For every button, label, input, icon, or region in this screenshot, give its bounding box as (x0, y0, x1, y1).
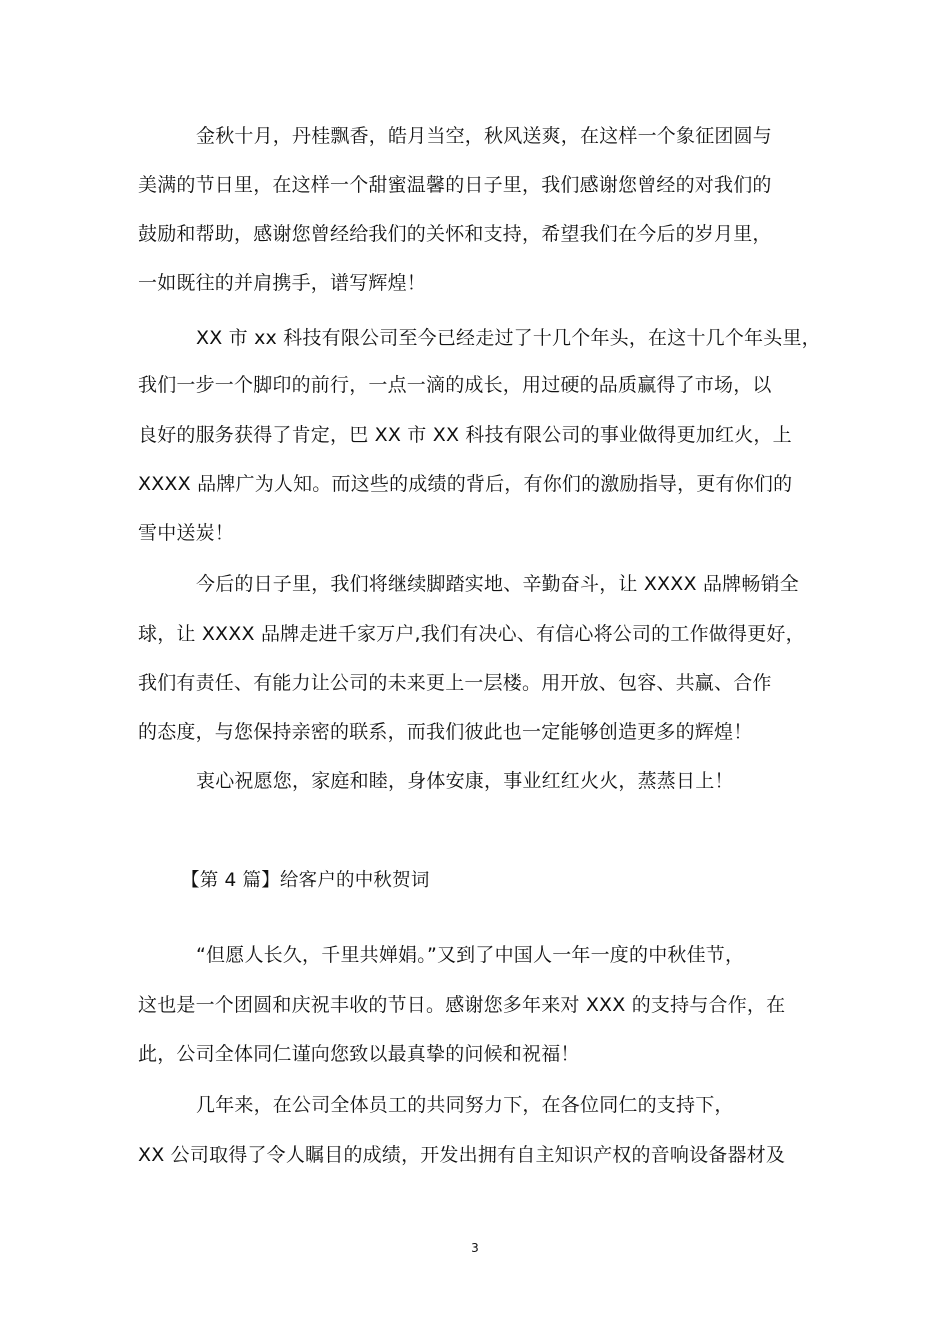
body-line: 金秋十月，丹桂飘香，皓月当空，秋风送爽，在这样一个象征团圆与 (196, 125, 773, 147)
body-line: 的态度，与您保持亲密的联系，而我们彼此也一定能够创造更多的辉煌！ (138, 721, 753, 743)
page-number: 3 (471, 1241, 479, 1255)
body-line: 雪中送炭！ (138, 522, 235, 544)
body-line: XXXX 品牌广为人知。而这些的成绩的背后，有你们的激励指导，更有你们的 (138, 473, 793, 495)
body-line: 几年来，在公司全体员工的共同努力下，在各位同仁的支持下， (196, 1094, 734, 1116)
body-line: 此，公司全体同仁谨向您致以最真挚的问候和祝福！ (138, 1043, 580, 1065)
body-line: 我们有责任、有能力让公司的未来更上一层楼。用开放、包容、共赢、合作 (138, 672, 772, 694)
body-line: 一如既往的并肩携手，谱写辉煌！ (138, 272, 427, 294)
body-line: 良好的服务获得了肯定，巴 XX 市 XX 科技有限公司的事业做得更加红火，上 (138, 424, 792, 446)
body-line: 衷心祝愿您，家庭和睦，身体安康，事业红红火火，蒸蒸日上！ (196, 770, 734, 792)
body-line: 鼓励和帮助，感谢您曾经给我们的关怀和支持，希望我们在今后的岁月里， (138, 223, 772, 245)
body-line: XX 市 xx 科技有限公司至今已经走过了十几个年头，在这十几个年头里， (196, 327, 821, 349)
body-line: XX 公司取得了令人瞩目的成绩，开发出拥有自主知识产权的音响设备器材及 (138, 1144, 786, 1166)
body-line: 我们一步一个脚印的前行，一点一滴的成长，用过硬的品质赢得了市场，以 (138, 374, 772, 396)
section-heading: 【第 4 篇】给客户的中秋贺词 (181, 870, 430, 891)
body-line: 这也是一个团圆和庆祝丰收的节日。感谢您多年来对 XXX 的支持与合作，在 (138, 994, 786, 1016)
body-line: 美满的节日里，在这样一个甜蜜温馨的日子里，我们感谢您曾经的对我们的 (138, 174, 772, 196)
body-line: 今后的日子里，我们将继续脚踏实地、辛勤奋斗，让 XXXX 品牌畅销全 (196, 573, 799, 595)
body-line: “但愿人长久，千里共婵娟。”又到了中国人一年一度的中秋佳节， (196, 944, 745, 966)
body-line: 球，让 XXXX 品牌走进千家万户,我们有决心、有信心将公司的工作做得更好， (138, 623, 805, 645)
